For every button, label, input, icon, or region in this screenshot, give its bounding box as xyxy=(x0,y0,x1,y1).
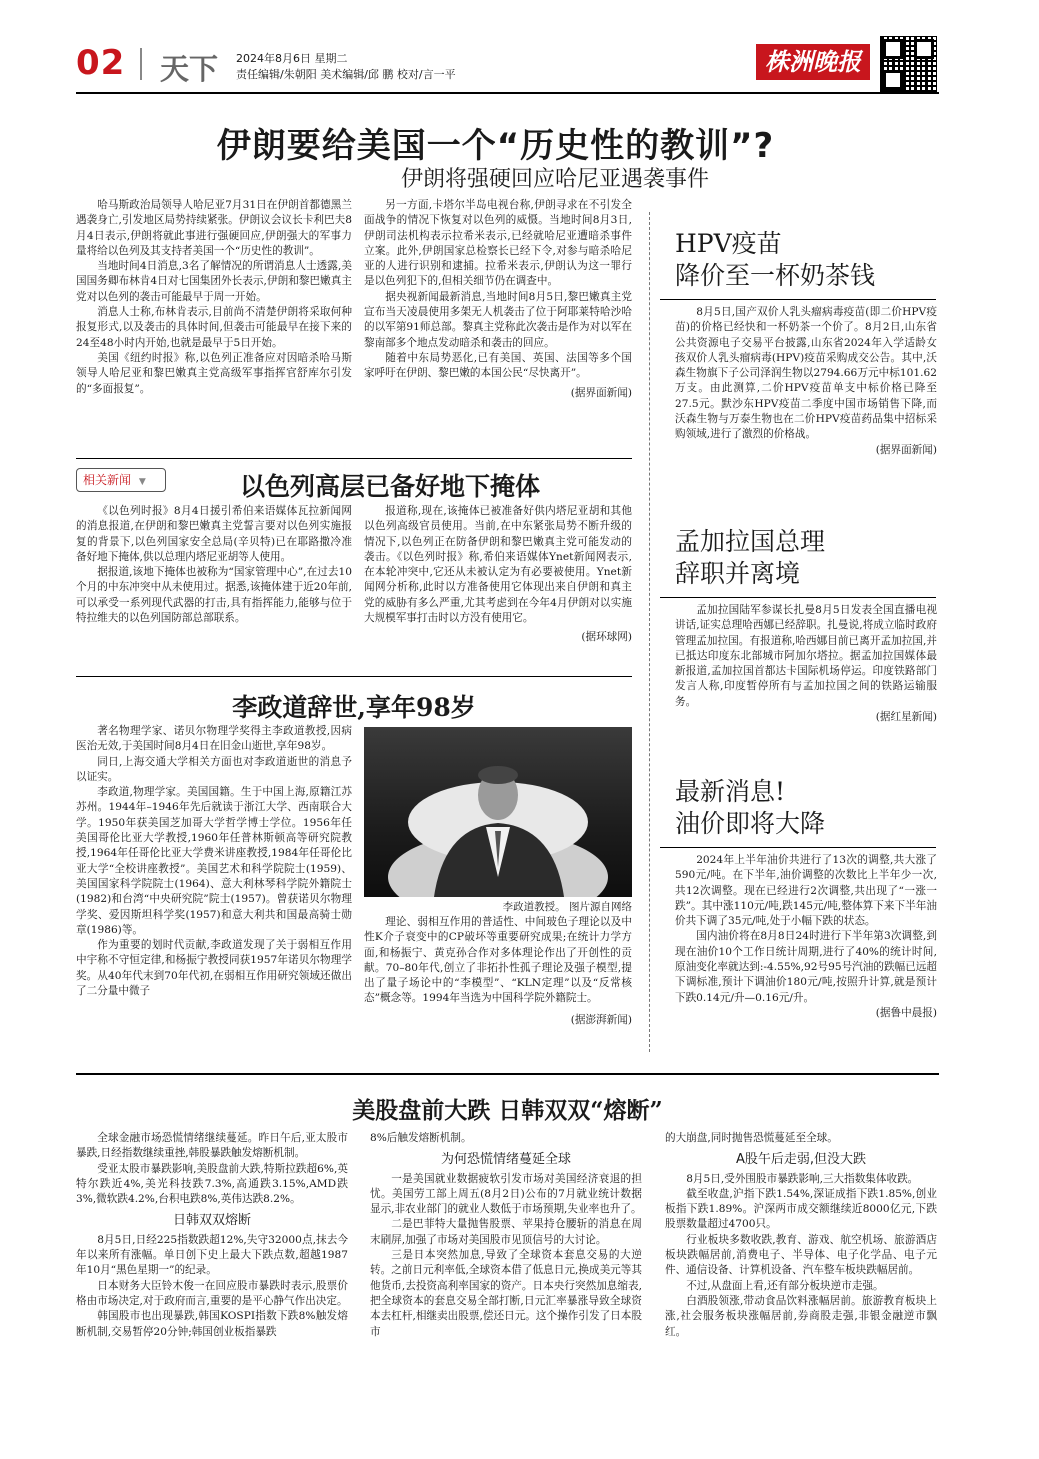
section-rule xyxy=(76,458,632,459)
paragraph: 白酒股领涨,带动食品饮料涨幅居前。旅游教育板块上涨,社会服务板块涨幅居前,券商股走强,非银金融逆市飘红。 xyxy=(665,1294,937,1338)
photo-caption: 李政道教授。 图片源自网络 xyxy=(502,901,632,913)
paragraph: 作为重要的划时代贡献,李政道发现了关于弱相互作用中宇称不守恒定律,和杨振宁教授同获1957年诺贝尔物理学奖。从40年代末到70年代初,在弱相互作用研究领域还做出了二分量中微子 xyxy=(76,939,352,998)
source-credit: (据红星新闻) xyxy=(875,711,937,724)
headline-underline xyxy=(660,299,936,300)
newspaper-logo: 株洲晚报 xyxy=(756,44,870,80)
headline-line: HPV疫苗 xyxy=(675,229,782,258)
obit-column-1 xyxy=(76,724,352,999)
paragraph: 报道称,现在,该掩体已被准备好供内塔尼亚胡和其他以色列高级官员使用。当前,在中东紧张局势不断升级的情况下,以色列正在防备伊朗和黎巴嫩真主党可能发动的袭击。《以色列时报》称,希伯来语媒体Ynet新闻网表示,在本轮冲突中,它还从未被认定为有必要被使用。Ynet新闻网分析称,此时以方准备使用它体现出来自伊朗和真主党的威胁有多么严重,尤其考虑到在今年4月伊朗对以实施大规模军事打击时以方没有使用它。 xyxy=(364,505,632,625)
paragraph: 二是巴菲特大量抛售股票、苹果持仓腰斩的消息在周末刷屏,加强了市场对美国股市见顶信号的大讨论。 xyxy=(370,1218,642,1246)
paragraph: 同日,上海交通大学相关方面也对李政道逝世的消息予以证实。 xyxy=(76,755,352,783)
paragraph: 随着中东局势恶化,已有美国、英国、法国等多个国家呼吁在伊朗、黎巴嫩的本国公民“尽快离开”。 xyxy=(364,351,632,380)
portrait-photo xyxy=(364,727,632,897)
paragraph: 李政道,物理学家。美国国籍。生于中国上海,原籍江苏苏州。1944年–1946年先后就读于浙江大学、西南联合大学。1950年获美国芝加哥大学哲学博士学位。1956年任美国哥伦比亚大学教授,1960年任普林斯顿高等研究院教授,1964年任哥伦比亚大学费米讲座教授,1984年任哥伦比亚大学“全校讲座教授”。美国艺术和科学院院士(1959)、美国国家科学院院士(1964)、意大利林琴科学院外籍院士(1982)和台湾“中央研究院”院士(1957)。曾获诺贝尔物理学奖、爱因斯坦科学奖(1957)和意大利共和国最高骑士勋章(1986)等。 xyxy=(76,786,352,936)
section-rule-thick xyxy=(76,1073,939,1075)
source-credit: (据澎湃新闻) xyxy=(570,1013,632,1026)
paragraph: 日本财务大臣铃木俊一在回应股市暴跌时表示,股票价格由市场决定,对于政府而言,重要的是平心静气作出决定。 xyxy=(76,1279,348,1307)
paragraph: 截至收盘,沪指下跌1.54%,深证成指下跌1.85%,创业板指下跌1.89%。沪深两市成交额继续近8000亿元,下跌股票数量超过4700只。 xyxy=(665,1187,937,1231)
source-credit: (据鲁中晨报) xyxy=(875,1006,937,1019)
stocks-headline: 美股盘前大跌 日韩双双“熔断” xyxy=(352,1097,663,1124)
hpv-body xyxy=(675,305,937,458)
source-credit: (据环球网) xyxy=(581,631,632,644)
related-column-2 xyxy=(364,504,632,645)
headline-line: 最新消息! xyxy=(675,777,786,806)
main-subtitle: 伊朗将强硬回应哈尼亚遇袭事件 xyxy=(400,167,709,192)
paragraph: 另一方面,卡塔尔半岛电视台称,伊朗寻求在不引发全面战争的情况下恢复对以色列的威慑。当地时间8月3日,伊朗司法机构表示拉希米表示,已经就哈尼亚遭暗杀事件立案。此外,伊朗国家总检察长已经下令,对参与暗杀哈尼亚的人进行识别和逮捕。拉希米表示,伊朗认为这一罪行是以色列犯下的,但相关细节仍在调查中。 xyxy=(364,199,632,288)
paragraph: 孟加拉国陆军参谋长扎曼8月5日发表全国直播电视讲话,证实总理哈西娜已经辞职。扎曼说,将成立临时政府管理孟加拉国。有报道称,哈西娜目前已离开孟加拉国,并已抵达印度东北部城市阿加尔塔拉。据孟加拉国媒体最新报道,孟加拉国首都达卡国际机场停运。印度铁路部门发言人称,印度暂停所有与孟加拉国之间的铁路运输服务。 xyxy=(675,604,937,708)
paragraph: 美国《纽约时报》称,以色列正准备应对因暗杀哈马斯领导人哈尼亚和黎巴嫩真主党高级军事指挥官舒库尔引发的“多面报复”。 xyxy=(76,351,352,395)
stocks-column-2 xyxy=(370,1131,642,1340)
paragraph: 全球金融市场恐慌情绪继续蔓延。昨日午后,亚太股市暴跌,日经指数继续重挫,韩股暴跌触发熔断机制。 xyxy=(76,1132,348,1160)
section-rule xyxy=(76,676,632,677)
header-editors: 责任编辑/朱朝阳 美术编辑/邱 鹏 校对/言一平 xyxy=(236,68,456,81)
paragraph: 据报道,该地下掩体也被称为“国家管理中心”,在过去10个月的中东冲突中从未使用过。据悉,该掩体建于近20年前,可以承受一系列现代武器的打击,具有指挥能力,能够与位于特拉维夫的以色列国防部总部联系。 xyxy=(76,566,352,625)
tag-label: 相关新闻 xyxy=(83,473,132,487)
header-date: 2024年8月6日 星期二 xyxy=(236,52,348,65)
subheading: 为何恐慌情绪蔓延全球 xyxy=(440,1152,571,1168)
sidebar-divider xyxy=(649,212,650,1052)
portrait-figure xyxy=(364,727,632,897)
paragraph: 8%后触发熔断机制。 xyxy=(370,1132,472,1144)
main-column-1 xyxy=(76,198,352,397)
paragraph: 2024年上半年油价共进行了13次的调整,共大涨了590元/吨。在下半年,油价调整的次数比上半年少一次,共12次调整。现在已经进行2次调整,共出现了“一涨一跌”。其中涨110元/吨,跌145元/吨,整体算下来下半年油价共下调了35元/吨,处于小幅下跌的状态。 xyxy=(675,854,937,928)
hpv-headline xyxy=(675,228,875,292)
oil-headline xyxy=(675,776,825,840)
paragraph: 当地时间4日消息,3名了解情况的所谓消息人士透露,美国国务卿布林肯4日对七国集团外长表示,伊朗和黎巴嫩真主党对以色列的袭击可能最早于周一开始。 xyxy=(76,260,352,303)
paragraph: 哈马斯政治局领导人哈尼亚7月31日在伊朗首都德黑兰遇袭身亡,引发地区局势持续紧张。伊朗议会议长卡利巴夫8月4日表示,伊朗将就此事进行强硬回应,伊朗强大的军事力量将给以色列及其支持者美国一个“历史性的教训”。 xyxy=(76,199,352,257)
source-credit: (据界面新闻) xyxy=(570,386,632,399)
related-news-tag xyxy=(76,468,166,492)
headline-line: 辞职并离境 xyxy=(675,559,801,588)
headline-underline xyxy=(660,597,936,598)
paragraph: 一是美国就业数据疲软引发市场对美国经济衰退的担忧。美国劳工部上周五(8月2日)公布的7月就业统计数据显示,非农业部门的就业人数低于市场预期,失业率也升了。 xyxy=(370,1172,642,1216)
paragraph: 著名物理学家、诺贝尔物理学奖得主李政道教授,因病医治无效,于美国时间8月4日在旧金山逝世,享年98岁。 xyxy=(76,725,352,753)
subheading: 日韩双双熔断 xyxy=(172,1213,251,1229)
chevron-down-icon: ▼ xyxy=(138,477,146,487)
main-headline: 伊朗要给美国一个“历史性的教训”? xyxy=(216,126,775,166)
source-credit: (据界面新闻) xyxy=(875,443,937,456)
header-separator xyxy=(140,48,142,80)
headline-line: 油价即将大降 xyxy=(675,809,826,838)
paragraph: 韩国股市也出现暴跌,韩国KOSPI指数下跌8%触发熔断机制,交易暂停20分钟;韩国创业板指暴跌 xyxy=(76,1310,348,1338)
paragraph: 的大崩盘,同时抛售恐慌蔓延至全球。 xyxy=(665,1132,838,1144)
related-column-1 xyxy=(76,504,352,626)
paragraph: 行业板块多数收跌,教育、游戏、航空机场、旅游酒店板块跌幅居前,消费电子、半导体、电子化学品、电子元件、通信设备、计算机设备、汽车整车板块跌幅居前。 xyxy=(665,1233,937,1277)
headline-underline xyxy=(660,847,936,848)
bangladesh-headline xyxy=(675,526,825,590)
paragraph: 受亚太股市暴跌影响,美股盘前大跌,特斯拉跌超6%,英特尔跌近4%,美光科技跌7.3%,高通跌3.15%,AMD跌3%,微软跌4.2%,台积电跌8%,英伟达跌8.2%。 xyxy=(76,1162,348,1206)
related-headline: 以色列高层已备好地下掩体 xyxy=(240,472,541,501)
paragraph: 《以色列时报》8月4日援引希伯来语媒体瓦拉新闻网的消息报道,在伊朗和黎巴嫩真主党誓言要对以色列实施报复的背景下,以色列国家安全总局(辛贝特)已在耶路撒冷准备好地下掩体,供以总理内塔尼亚胡等人使用。 xyxy=(76,505,352,563)
paragraph: 不过,从盘面上看,还有部分板块逆市走强。 xyxy=(686,1279,884,1292)
paragraph: 8月5日,国产双价人乳头瘤病毒疫苗(即二价HPV疫苗)的价格已经快和一杯奶茶一个价了。8月2日,山东省公共资源电子交易平台披露,山东省2024年入学适龄女孩双价人乳头瘤病毒(HPV)疫苗采购成交公告。其中,沃森生物旗下子公司泽润生物以2794.66万元中标101.62万支。由此测算,二价HPV疫苗单支中标价格已降至27.5元。默沙东HPV疫苗二季度中国市场销售下降,而沃森生物与万泰生物也在二价HPV疫苗药品集中招标采购领域,进行了激烈的价格战。 xyxy=(675,306,937,441)
paragraph: 理论、弱相互作用的普适性、中间玻色子理论以及中性K介子衰变中的CP破坏等重要研究成果;在统计力学方面,和杨振宁、黄克孙合作对多体理论作出了开创性的贡献。70–80年代,创立了非拓扑性孤子理论及强子模型,提出了量子场论中的“李模型”、“KLN定理”以及“反常核态”概念等。1994年当选为中国科学院外籍院士。 xyxy=(364,916,632,1005)
qr-code xyxy=(880,36,937,93)
subheading: A股午后走弱,但没大跌 xyxy=(735,1152,867,1168)
main-column-2 xyxy=(364,198,632,401)
obit-column-2 xyxy=(364,915,632,1028)
paragraph: 8月5日,日经225指数跌超12%,失守32000点,抹去今年以来所有涨幅。单日创下史上最大下跌点数,超越1987年10月“黑色星期一”的纪录。 xyxy=(76,1233,348,1277)
stocks-column-3 xyxy=(665,1131,937,1340)
header-rule xyxy=(76,92,939,94)
section-name: 天下 xyxy=(160,52,219,86)
paragraph: 消息人士称,布林肯表示,目前尚不清楚伊朗将采取何种报复形式,以及袭击的具体时间,但袭击可能最早在接下来的24至48小时内开始,也就是最早于5日开始。 xyxy=(76,306,352,349)
page-number: 02 xyxy=(76,43,126,83)
stocks-column-1 xyxy=(76,1131,348,1340)
paragraph: 国内油价将在8月8日24时进行下半年第3次调整,到现在油价10个工作日统计周期,进行了40%的统计时间,原油变化率就达到:-4.55%,92号95号汽油的跌幅已远超下调标准,预计下调油价180元/吨,按照升计算,就是预计下跌0.14元/升—0.16元/升。 xyxy=(675,930,937,1004)
bangladesh-body xyxy=(675,603,937,725)
obit-headline: 李政道辞世,享年98岁 xyxy=(232,693,476,722)
headline-line: 孟加拉国总理 xyxy=(675,527,826,556)
oil-body xyxy=(675,853,937,1021)
paragraph: 三是日本突然加息,导致了全球资本套息交易的大逆转。之前日元利率低,全球资本借了低息日元,换成美元等其他货币,去投资高利率国家的资产。日本央行突然加息缩表,把全球资本的套息交易全部打断,日元汇率暴涨导致全球资本去杠杆,相继卖出股票,偿还日元。这个操作引发了日本股市 xyxy=(370,1249,642,1338)
headline-line: 降价至一杯奶茶钱 xyxy=(675,261,876,290)
paragraph: 8月5日,受外围股市暴跌影响,三大指数集体收跌。 xyxy=(686,1172,919,1185)
paragraph: 据央视新闻最新消息,当地时间8月5日,黎巴嫩真主党宣布当天凌晨使用多架无人机袭击了位于阿耶莱特哈沙哈的以军第91师总部。黎真主党称此次袭击是作为对以军在黎南部多个地点发动暗杀和袭击的回应。 xyxy=(364,290,632,349)
